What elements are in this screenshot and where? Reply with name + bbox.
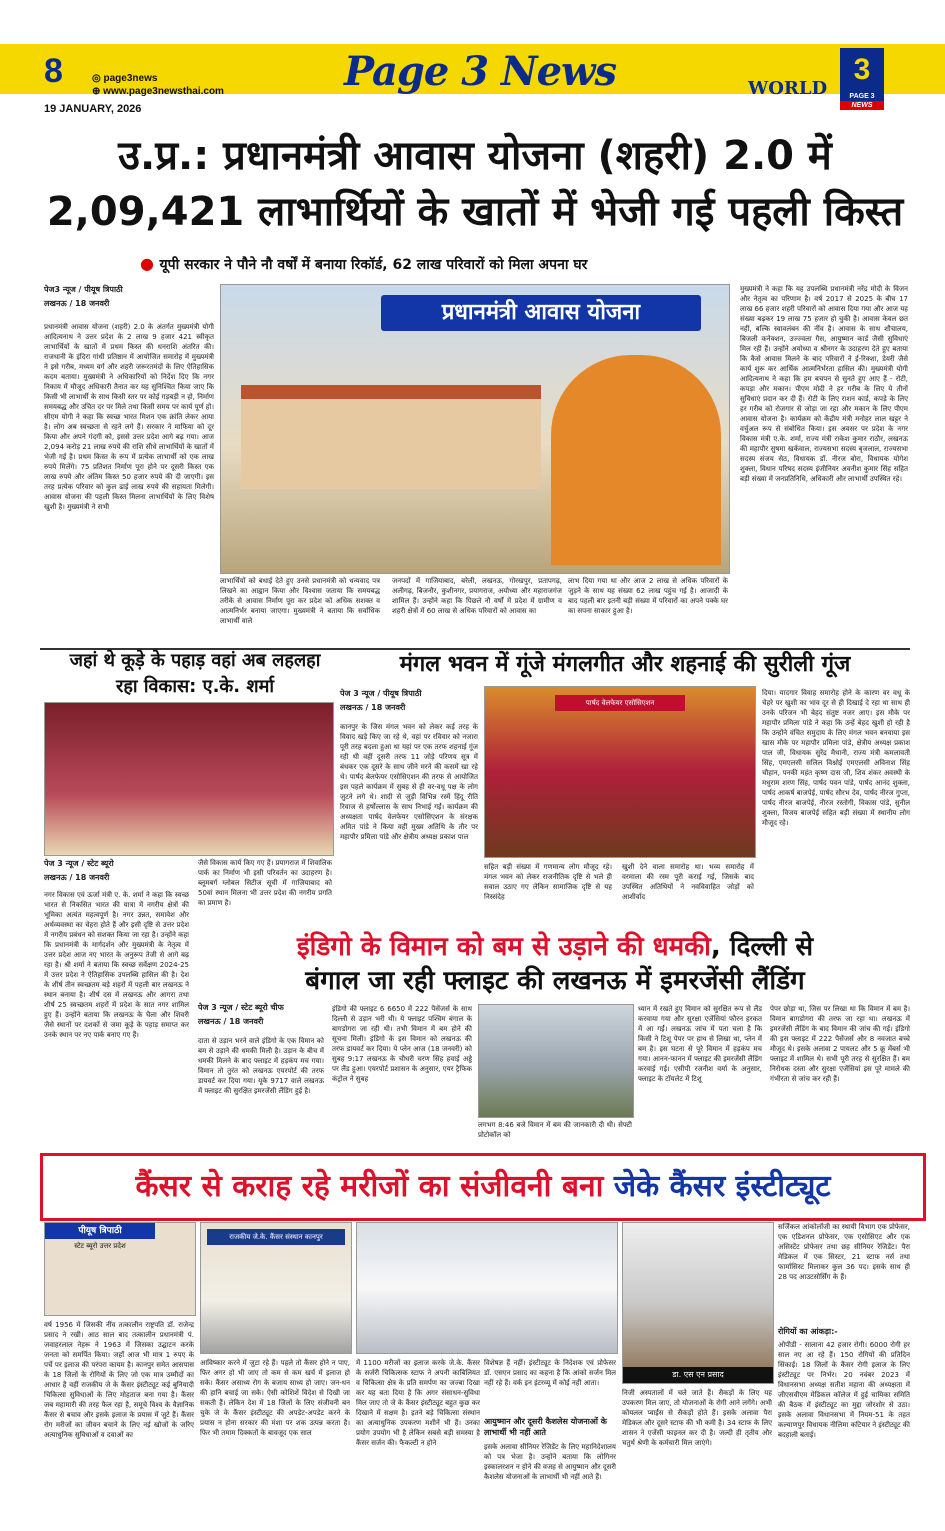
story3-photo-sign: पार्षद वेलफेयर एसोसिएशन (555, 695, 685, 711)
lead-headline (40, 128, 910, 240)
bullet-icon: ● (140, 254, 160, 273)
house-illustration (241, 385, 541, 489)
social-handle[interactable]: page3news (103, 73, 158, 84)
story5-headline-blue: जेके कैंसर इंस्टीट्यूट (613, 1169, 831, 1204)
author-title: स्टेट ब्यूरो उत्तर प्रदेश (74, 1242, 126, 1250)
story4-column-4: पेपर छोड़ा था, जिस पर लिखा था कि विमान में बम है। विमान बागडोगरा की तरफ जा रहा था। लखनऊ में इमरजेंसी लैंडिंग के बाद विमान की जांच की गई। इंडिगो की इस फ्लाइट में 222 पैसेंजर्स और 8 नवजात बच्चे मौजूद थे। इसके अलावा 2 पायलट और 5 क्रू मेंबर्स भी फ्लाइट में शामिल थे। सभी पूरी तरह से सुरक्षित हैं। बम निरोधक दस्ता और सुरक्षा एजेंसियां इस पूरे मामले की गंभीरता से जांच कर रही हैं। (770, 1005, 910, 1083)
story5-column-6b: ओपीडी - सालाना 42 हजार रोगी। 6000 रोगी हर साल नए आ रहे हैं। 150 रोगियों की प्रतिदिन सिंकाई। 18 जिलों के कैंसर रोगी इलाज के लिए इंस्टीट्यूट पर निर्भर। 20 नवंबर 2023 में विधानसभा अध्यक्ष सतीश महाना की अध्यक्षता में जीएसवीएम मेडिकल कॉलेज में हुई चायिका समिति की बैठक में इंस्टीट्यूट का मुद्दा जोरशोर से उठा। इसके अलावा विधानसभा में नियम-51 के तहत कल्याणपुर विधायक नीलिमा कटियार ने इंस्टीट्यूट की बदहाली बताई। (778, 1341, 910, 1439)
lead-headline-line1: उ.प्र.: प्रधानमंत्री आवास योजना (शहरी) 2.0 में (118, 133, 832, 179)
story5-headline-red: कैंसर से कराह रहे मरीजों का संजीवनी बना (135, 1169, 604, 1204)
issue-date: 19 JANUARY, 2026 (44, 103, 142, 115)
story4-headline (200, 930, 910, 998)
director-caption: डा. एस एन प्रसाद (623, 1367, 773, 1383)
lead-photo (220, 284, 730, 574)
social-links (92, 72, 224, 98)
hospital-photo (356, 1222, 618, 1354)
story5-column-4b: इसके अलावा सीनियर रेजिडेंट के लिए महानिदेशालय को पत्र भेजा है। उन्होंने बताया कि लोगिनर इस्कालरशन न होने की वजह से आयुष्मान और दूसरी कैशलेस योजनाओं के लाभार्थी भी नहीं आते हैं। (484, 1443, 616, 1481)
story5-column-3: में 1100 मरीजों का इलाज करके जे.के. कैंसर के सर्जरी चिकित्सक स्टाफ ने अपनी काबिलियत व चिकित्सा क्षेत्र के प्रति समर्पण का जज्बा दिखा कर यह बता दिया है कि अगर संसाधन-सुविधा मिल जाए तो जे के कैंसर इंस्टीट्यूट बहुत कुछ कर दिखाने में सक्षम है। इतने बड़े चिकित्सा संस्थान का अत्याधुनिक उपकरण मशीनें भी हैं। उनका प्रयोग उपयोग भी है लेकिन सबसे बड़ी समस्या है कैंसर सर्जन की। फैकल्टी न होने (356, 1359, 480, 1447)
logo-text: PAGE 3 (849, 93, 875, 100)
logo-number: 3 (853, 53, 871, 86)
story4-caption: लगभग 8:46 बजे विमान में बम की जानकारी दी थी। सेफ्टी प्रोटोकॉल को (478, 1121, 632, 1139)
story4-byline: पेज 3 न्यूज / स्टेट ब्यूरो चीफ (198, 1003, 284, 1012)
story5-column-5: निजी अस्पतालों में चले जाते हैं। सैकड़ों के लिए यह उपकरण मिल जाए, तो योजनाओं के रोगी आने लगेंगे। अभी कोयलल प्वाईंस से सैकड़ों होते हैं। इसके अलावा पैरा मेडिकल और दूसरे स्टाफ की भी कमी है। 34 स्टाफ के लिए शासन ने एजेंसी फाइनल कर दी है। जल्दी ही तृतीय और चतुर्थ श्रेणी के कर्मचारी मिल जाएंगे। (622, 1389, 772, 1447)
story3-headline: मंगल भवन में गूंजे मंगलगीत और शहनाई की सुरीली गूंज (399, 652, 851, 677)
story3-byline: पेज 3 न्यूज / पीयूष त्रिपाठी (340, 689, 422, 698)
lead-column-2: लाभार्थियों को बधाई देते हुए उनसे प्रधानमंत्री को धन्यवाद पत्र लिखने का आह्वान किया और विश्वास जताया कि समयबद्ध तरीके से आवास निर्माण पूरा कर प्रदेश को अधिक सशक्त व आत्मनिर्भर बनाया जाएगा। मुख्यमंत्री ने बताया कि सर्वाधिक लाभार्थी वाले (220, 577, 380, 625)
story3-caption-2: खुशी देने वाला समारोह था। भव्य समारोह में वरमाला की रस्म पूरी कराई गई, जिसके बाद उपस्थित अतिथियों ने नवविवाहित जोड़ों को आशीर्वाद (622, 863, 754, 901)
lead-right-column: मुख्यमंत्री ने कहा कि यह उपलब्धि प्रधानमंत्री नरेंद्र मोदी के विजन और नेतृत्व का परिणाम है। वर्ष 2017 से 2025 के बीच 17 लाख 66 हजार शहरी परिवारों को आवास दिया गया और आज यह संख्या बढ़कर 19 लाख 75 हजार हो चुकी है। आवास केवल छत नहीं, बल्कि स्वावलंबन की नींव है। आवास के साथ शौचालय, बिजली कनेक्शन, उज्ज्वला गैस, आयुष्मान कार्ड जैसी सुविधाएं मिल रही हैं। उन्होंने अयोध्या व श्रीनगर के उदाहरण देते हुए बताया कि कैसे आवास मिलने के बाद परिवारों ने ई-रिक्शा, डेयरी जैसे कार्य शुरू कर आर्थिक आत्मनिर्भरता हासिल की। मुख्यमंत्री योगी आदित्यनाथ ने कहा कि हम बचपन से सुनते हुए आए हैं - रोटी, कपड़ा और मकान। पीएम मोदी ने हर गरीब के लिए ये तीनों सुविधाएं प्रदान कर दी हैं। रोटी के लिए राशन कार्ड, कपड़े के लिए हर गरीब को रोजगार से जोड़ा जा रहा और मकान के लिए पीएम आवास योजना है। कार्यक्रम को केंद्रीय मंत्री मनोहर लाल खट्टर ने वर्चुअल रूप से संबोधित किया। इस अवसर पर प्रदेश के नगर विकास मंत्री ए.के. शर्मा, राज्य मंत्री राकेश कुमार राठौर, लखनऊ की महापौर सुषमा खर्कवाल, राज्यसभा सदस्य बृजलाल, राज्यसभा सदस्य संजय सेठ, विधायक डॉ. नीरज बोरा, विधायक योगेश शुक्ला, विधान परिषद सदस्य इंजीनियर अवनीश कुमार सिंह सहित बड़ी संख्या में जनप्रतिनिधि, अधिकारी और लाभार्थी उपस्थित रहे। (740, 285, 908, 483)
story5-column-4: विशेषज्ञ हैं नहीं। इंस्टीट्यूट के निदेशक एवं प्रोफेसर डॉ. एसएन प्रसाद का कहना है कि आंको सर्जन मिल नहीं रहे हैं। वर्क इन इंटरव्यू में कोई नहीं आता। (484, 1359, 616, 1387)
story3-caption-1: सहित बड़ी संख्या में गणमान्य लोग मौजूद रहे। मंगल भवन को लेकर राजनीतिक दृष्टि से भले ही सवाल उठाए गए लेकिन सामाजिक दृष्टि से यह निस्संदेह (484, 863, 612, 901)
lead-byline: पेज3 न्यूज / पीयूष त्रिपाठी (44, 285, 123, 294)
website-link[interactable]: www.page3newsthai.com (103, 86, 224, 97)
author-photo (44, 1222, 196, 1316)
story3-photo (484, 686, 756, 858)
story5-column-6: सर्जिकल आंकोलॉजी का स्थायी विभाग एक प्रोफेसर, एक एडिशनल प्रोफेसर, एक एसोसिएट और एक असिस्टेंट प्रोफेसर तथा छह सीनियर रेजिडेंट। पैरा मेडिकल में एक सिस्टर, 21 स्टाफ नर्स तथा फार्मासिस्ट मिलाकर कुल 36 पद। इसके साथ ही 28 पद आउटसोर्सिंग के हैं। (778, 1223, 910, 1281)
story4-column-1: दाता से उड़ान भरने वाले इंडिगो के एक विमान को बम से उड़ाने की धमकी मिली है। उड़ान के बीच में धमकी मिलने के बाद फ्लाइट में हड़कंप मच गया। विमान तो तुरंत को लखनऊ एयरपोर्ट की तरफ डायवर्ट कर दिया गया। यूके 9717 वाले लखनऊ में फ्लाइट की सुरक्षित इमरजेंसी लैंडिंग हुई है। (198, 1037, 324, 1095)
story2-dateline: लखनऊ / 18 जनवरी (44, 873, 110, 882)
story4-headline-red: इंडिगो के विमान को बम से उड़ाने की धमकी (296, 932, 711, 962)
page-number: 8 (44, 52, 63, 90)
story5-subhead: आयुष्मान और दूसरी कैशलेस योजनाओं के लाभार्थी भी नहीं आते (484, 1417, 607, 1437)
section-label: WORLD (748, 78, 828, 99)
story2-headline: जहां थे कूड़े के पहाड़ वहां अब लहलहा रहा विकास: ए.के. शर्मा (69, 650, 321, 697)
lead-headline-line2: 2,09,421 लाभार्थियों के खातों में भेजी गई पहली किस्त (46, 189, 904, 235)
story4-headline-black: , दिल्ली से (710, 932, 814, 962)
lead-photo-banner: प्रधानमंत्री आवास योजना (381, 295, 701, 331)
page3-logo (840, 48, 884, 110)
story2-photo (44, 702, 334, 856)
story5-headline (40, 1153, 926, 1221)
story4-headline-line2: बंगाल जा रही फ्लाइट की लखनऊ में इमरजेंसी लैंडिंग (305, 966, 805, 996)
lead-column-4: लाभ दिया गया था और आज 2 लाख से अधिक परिवारों के जुड़ने के साथ यह संख्या 62 लाख पहुंच गई है। आजादी के बाद पहली बार इतनी बड़ी संख्या में परिवारों का अपने पक्के घर का सपना साकार हुआ है। (568, 577, 728, 615)
story4-column-2: इंडिगो की फ्लाइट 6 6650 में 222 पैसेंजर्स के साथ दिल्ली से उड़ान भरी थी। ये फ्लाइट पश्चिम बंगाल के बागडोगरा जा रही थी। तभी विमान में बम होने की सूचना मिली। इंडिगो के इस विमान को लखनऊ की तरफ डायवर्ट कर दिया। ये प्लेन आज (18 जनवरी) को सुबह 9:17 लखनऊ के चौधरी चरण सिंह हवाई अड्डे पर लैंड हुआ। एयरपोर्ट प्रशासन के अनुसार, एयर ट्रैफिक कंट्रोल ने सुबह (332, 1005, 472, 1083)
story2-column-2: जैसे विकास कार्य किए गए हैं। प्रयागराज में शिवालिक पार्क का निर्माण भी इसी परिवर्तन का उदाहरण है। ब्लूमबर्ग ग्लोबल सिटीज सूची में गाजियाबाद को 50वां स्थान मिलना भी उत्तर प्रदेश की नगरीय प्रगति का प्रमाण है। (198, 859, 332, 907)
social-icon: ◎ (92, 73, 104, 84)
story2-column-1: नगर विकास एवं ऊर्जा मंत्री ए. के. शर्मा ने कहा कि स्वच्छ भारत से निकसित भारत की यात्रा में नगरीय क्षेत्रों की भूमिका अत्यंत महत्वपूर्ण है। नगर उन्नत, समावेश और अर्थव्यवस्था का चेहरा होते हैं और इसी दृष्टि से उत्तर प्रदेश में नगरीय प्रबंधन को सशक्त किया जा रहा है। उन्होंने कहा कि प्रधानमंत्री के मार्गदर्शन और मुख्यमंत्री के नेतृत्व में उत्तर प्रदेश आज नए भारत के अनुरूप तेजी से आगे बढ़ रहा है। श्री शर्मा ने बताया कि स्वच्छ सर्वेक्षण 2024-25 में उत्तर प्रदेश ने ऐतिहासिक उपलब्धि हासिल की है। देश के शीर्ष तीन स्वच्छतम बड़े शहरों में पहली बार लखनऊ ने स्थान बनाया है। शीर्ष दस में लखनऊ और आगरा तथा शीर्ष 25 स्वच्छतम शहरों में प्रदेश के सात नगर शामिल हुए हैं। उन्होंने बताया कि लखनऊ के घैला और शिवरी जैसे स्थानों पर दशकों से जमा कूड़े के पहाड़ समाप्त कर उनके स्थान पर नए पार्क बनाए गए हैं। (44, 891, 189, 1039)
story4-plane-photo (478, 1004, 634, 1118)
cm-portrait (551, 355, 721, 565)
lead-subheadline-text: यूपी सरकार ने पौने नौ वर्षों में बनाया रिकॉर्ड, 62 लाख परिवारों को मिला अपना घर (159, 257, 588, 273)
director-photo (622, 1222, 774, 1384)
story5-column-1: वर्ष 1956 में जिसकी नींव तत्कालीन राष्ट्रपति डॉ. राजेन्द्र प्रसाद ने रखी। आठ साल बाद तत्कालीन प्रधानमंत्री पं. जवाहरलाल नेहरू ने 1963 में जिसका उद्घाटन करके जनता को समर्पित किया। जहाँ आज भी मात्र 1 रुपए के पर्चे पर इलाज की परंपरा कायम है। कानपुर समेत आसपास के 18 जिलों के रोगियों के लिए जो एक मात्र उम्मीदों का आधार है वहीं राजकीय जे के कैंसर इंस्टीट्यूट कई बुनियादी चिकित्सा सुविधाओं के लिए मोहताज बना गया है। कैंसर जब महामारी की तरह फैल रहा है, समूचे विश्व के वैज्ञानिक कैंसर से बचाव और इसके इलाज के प्रयास में जुटे हैं। कैंसर रोग मरीजों का जीवन बचाने के लिए नई खोजों के जरिए अत्याधुनिक सुविधाओं व दवाओं का (44, 1321, 194, 1439)
institute-sign: राजकीय जे.के. कैंसर संस्थान कानपुर (207, 1229, 345, 1245)
globe-icon: ⊕ (92, 86, 104, 97)
story3-dateline: लखनऊ / 18 जनवरी (340, 703, 406, 712)
logo-sub: NEWS (840, 101, 884, 110)
story5-column-2: आविष्कार करने में जुटा रहे हैं। पहले तो कैंसर होने न पाए, फिर अगर हो भी जाए तो कम से कम खर्च में इलाज हो सके। कैंसर असाध्य रोग के बजाय साध्य हो जाए। जन-धन की हानि बचाई जा सके। ऐसी कोशिशें विदेश से दिखी जा सकती हैं। लेकिन देश में 18 जिलों के लिए संजीवनी बन चुके जे के कैंसर इंस्टीट्यूट की अपडेट-अपडेट करने के प्रयास न होना सरकार की मंशा पर शक उत्पन्न करता है। फिर भी तमाम दिक्कतों के बावजूद एक साल (200, 1359, 350, 1437)
lead-dateline: लखनऊ / 18 जनवरी (44, 299, 110, 308)
story4-column-3: ध्यान में रखते हुए विमान को सुरक्षित रूप से लैंड करवाया गया और सुरक्षा एजेंसियां फौरन हरकत में आ गईं। लखनऊ जांच में पता चला है कि किसी ने टिशू पेपर पर हाथ से लिखा था, प्लेन में बम है। इस घटना से पूरे विमान में हड़कंप मच गया। आनन-फानन में फ्लाइट की इमरजेंसी लैंडिंग करवाई गई। एसीपी रजनीश वर्मा के अनुसार, फ्लाइट के टॉयलेट में टिशू (638, 1005, 762, 1083)
story5-stats-heading: रोगियों का आंकड़ा:- (778, 1327, 838, 1336)
story3-column-1: कानपुर के जिस मंगल भवन को लेकर कई तरह के विवाद खड़े किए जा रहे थे, वहां पर रविवार को नजारा पूरी तरह बदला हुआ था यहां पर एक तरफ शहनाई गूंज रही थी वहीं दूसरी तरफ 11 जोड़े परिणय सूत्र में बंधकर एक दूसरे के साथ जीने मरने की कसमें खा रहे थे। पार्षद बेलफेयर एसोसिएशन की तरफ से आयोजित इस पहले कार्यक्रम में सुबह से ही वर-वधू पक्ष के लोग जुटने लगे थे। शादी से जुड़ी विभिन्न रस्में हिंदू रीति रिवाज से हर्षोल्लास के साथ निभाई गईं। कार्यक्रम की अध्यक्षता पार्षद वेलफेयर एसोसिएशन के संरक्षक अमित पांडे ने किया वहीं मुख्य अतिथि के तौर पर महापौर प्रमिला पांडे और क्षेत्रीय अध्यक्ष प्रकाश पाल (340, 723, 478, 841)
lead-subheadline (140, 254, 930, 274)
story4-dateline: लखनऊ / 18 जनवरी (198, 1017, 264, 1026)
institute-photo (200, 1222, 352, 1354)
lead-column-1: प्रधानमंत्री आवास योजना (शहरी) 2.0 के अंतर्गत मुख्यमंत्री योगी आदित्यनाथ ने उत्तर प्रदेश के 2 लाख 9 हजार 421 स्वीकृत लाभार्थियों के खातों में प्रथम किस्त की धनराशि अंतरित की। राजधानी के इंदिरा गांधी प्रतिष्ठान में आयोजित समारोह में मुख्यमंत्री ने इसे गरीब, मध्यम वर्ग और शहरी जरूरतमंदों के लिए ऐतिहासिक कदम बताया। मुख्यमंत्री ने अधिकारियों को निर्देश दिए कि नगर निकाय में मौजूद अधिकारी तैनात कर यह सुनिश्चित किया जाए कि किसी भी लाभार्थी के साथ किसी स्तर पर कोई गड़बड़ी न हो, निर्माण समयबद्ध और उचित दर पर मिले तथा किसी समय पर कार्य पूर्ण हो। सीएम योगी ने कहा कि स्वच्छ भारत मिशन एक क्रांति लेकर आया है। लोग अब स्वच्छता से रहने लगे हैं। सरकार ने माफिया को दूर किया और अपने गंदगी को, इससे उत्तर प्रदेश आगे बढ़ गया। आज 2,094 करोड़ 21 लाख रुपये की राशि सीधे लाभार्थियों के खातों में भेजी गई है। प्रथम किस्त के रूप में प्रत्येक लाभार्थी को एक लाख रुपये मिलेंगे। 75 प्रतिशत निर्माण पूरा होने पर दूसरी किस्त एक लाख रुपये और अंतिम किस्त 50 हजार रुपये की दी जाएगी। इस तरह प्रत्येक परिवार को कुल ढाई लाख रुपये की सहायता मिलेगी। आवास योजना की पहली किस्त मिलना लाभार्थियों के लिए विशेष खुशी है। मुख्यमंत्री ने सभी (44, 323, 214, 511)
masthead: Page 3 News (344, 48, 616, 95)
story3-column-3: दिया। यादगार विवाह समारोह होने के कारण वर वधू के चेहरे पर खुशी का भाव दूर से ही दिखाई दे रहा था साथ ही उनके परिजन भी बेहद संतुष्ट नजर आए। इस मौके पर महापौर प्रमिला पांडे ने कहा कि उन्हें बेहद खुशी हो रही है कि उन्होंने वंचित समुदाय के लिए मंगल भवन बनवाया इस खास मौके पर महापौर प्रमिला पांडे, क्षेत्रीय अध्यक्ष प्रकाश पाल जी, विधायक सुरेंद्र मैथानी, राज्य मंत्री कमलावती सिंह, एमएलसी सलिल विश्नोई एमएलसी अविनाश सिंह चौहान, पनकी महंत कृष्ण दास जी, शिव शंकर अवस्थी के मधुराम शरण सिंह, पार्षद पवन पांडे, पार्षद आनंद शुक्ला, पार्षद आकर्ष बाजपेई, पार्षद सौरभ देव, पार्षद नीरज गुप्ता, पार्षद नीरज बाजपेई, नीरज रस्तोगी, विकास पांडे, सुनील शुक्ला, विजय बाजपेई सहित बड़ी संख्या में स्थानीय लोग मौजूद रहे। (762, 689, 910, 827)
story2-byline: पेज 3 न्यूज / स्टेट ब्यूरो (44, 859, 114, 868)
lead-column-3: जनपदों में गाजियाबाद, बरेली, लखनऊ, गोरखपुर, प्रतापगढ़, अलीगढ़, बिजनौर, कुशीनगर, प्रयागराज, अयोध्या और महाराजगंज शामिल हैं। उन्होंने कहा कि पिछले नौ वर्षों में प्रदेश में ग्रामीण व शहरी क्षेत्रों में 60 लाख से अधिक परिवारों को आवास का (392, 577, 562, 615)
author-name: पीयूष त्रिपाठी (45, 1223, 155, 1239)
